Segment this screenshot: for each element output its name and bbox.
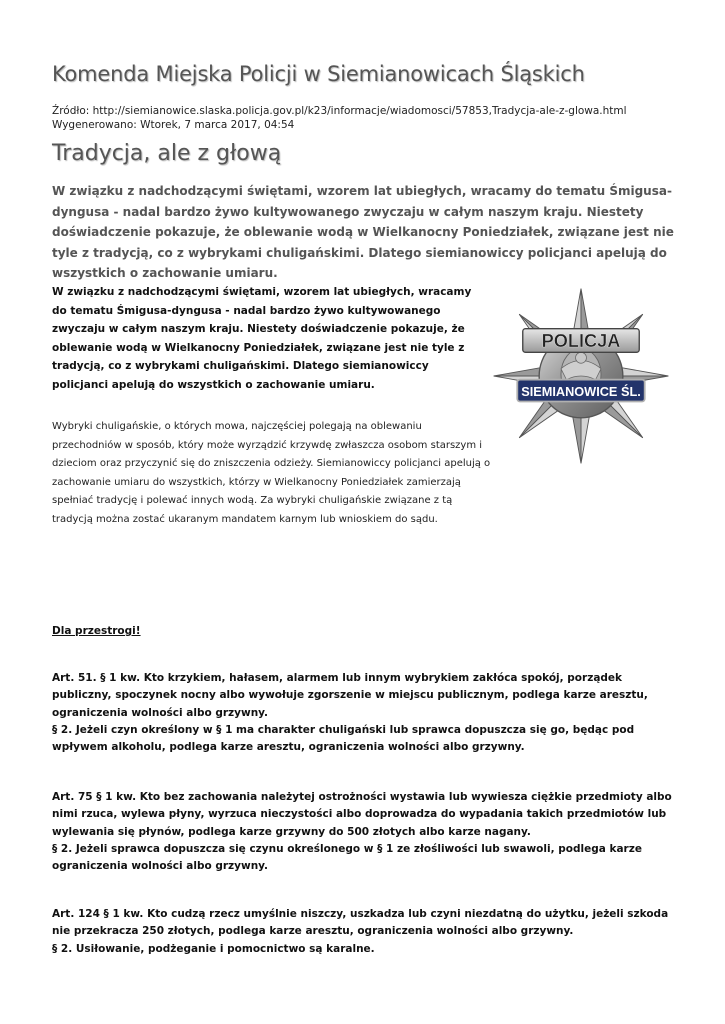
law-article-124 (52, 906, 672, 958)
police-badge-image (490, 285, 672, 467)
law-paragraph: § 2. Jeżeli sprawca dopuszcza się czynu określonego w § 1 ze złośliwości lub swawoli, podlega karze ograniczenia wolności albo grzywny. (52, 842, 642, 873)
warning-heading: Dla przestrogi! (52, 625, 141, 637)
source-line: Źródło: http://siemianowice.slaska.policja.gov.pl/k23/informacje/wiadomosci/57853,Tradycja-ale-z-glowa.html (52, 105, 627, 117)
law-paragraph: Art. 75 § 1 kw. Kto bez zachowania należytej ostrożności wystawia lub wywiesza ciężkie przedmioty albo nimi rzuca, wylewa płyny, wyrzuca nieczystości albo doprowadza do wypadania takich przedmiotów lub wylewania się płynów, podlega karze grzywny do 500 złotych albo karze nagany. (52, 791, 672, 838)
document-meta (52, 104, 627, 132)
badge-top-text: POLICJA (541, 330, 621, 351)
law-paragraph: Art. 124 § 1 kw. Kto cudzą rzecz umyślnie niszczy, uszkadza lub czyni niezdatną do użytku, jeżeli szkoda nie przekracza 250 złotych, podlega karze aresztu, ograniczenia wolności albo grzywny. (52, 908, 669, 938)
generated-line: Wygenerowano: Wtorek, 7 marca 2017, 04:54 (52, 119, 295, 131)
law-paragraph: § 2. Usiłowanie, podżeganie i pomocnictwo są karalne. (52, 942, 375, 955)
badge-bottom-text: SIEMIANOWICE ŚL. (521, 384, 641, 400)
site-title: Komenda Miejska Policji w Siemianowicach Śląskich (52, 62, 585, 86)
article-body: Wybryki chuligańskie, o których mowa, najczęściej polegają na oblewaniu przechodniów w sposób, który może wyrządzić krzywdę zwłaszcza osobom starszym i dzieciom oraz przyczynić się do zniszczenia odzieży. Siemianowiccy policjanci apelują o zachowanie umiaru do wszystkich, którzy w Wielkanocny Poniedziałek zamierzają spełniać tradycję i polewać innych wodą. Za wybryki chuligańskie związane z tą tradycją można zostać ukaranym mandatem karnym lub wnioskiem do sądu. (52, 421, 491, 525)
law-article-75 (52, 789, 672, 875)
article-intro: W związku z nadchodzącymi świętami, wzorem lat ubiegłych, wracamy do tematu Śmigusa-dyngusa - nadal bardzo żywo kultywowanego zwyczaju w całym naszym kraju. Niestety doświadczenie pokazuje, że oblewanie wodą w Wielkanocny Poniedziałek, związane jest nie tyle z tradycją, co z wybrykami chuligańskimi. Dlatego siemianowiccy policjanci apelują do wszystkich o zachowanie umiaru. (52, 286, 472, 391)
law-paragraph: § 2. Jeżeli czyn określony w § 1 ma charakter chuligański lub sprawca dopuszcza się go, będąc pod wpływem alkoholu, podlega karze aresztu, ograniczenia wolności albo grzywny. (52, 723, 635, 754)
law-paragraph: Art. 51. § 1 kw. Kto krzykiem, hałasem, alarmem lub innym wybrykiem zakłóca spokój, porządek publiczny, spoczynek nocny albo wywołuje zgorszenie w miejscu publicznym, podlega karze aresztu, ograniczenia wolności albo grzywny. (52, 672, 648, 719)
article-title: Tradycja, ale z głową (52, 141, 282, 166)
law-article-51 (52, 670, 672, 756)
article-lead: W związku z nadchodzącymi świętami, wzorem lat ubiegłych, wracamy do tematu Śmigusa-dyngusa - nadal bardzo żywo kultywowanego zwyczaju w całym naszym kraju. Niestety doświadczenie pokazuje, że oblewanie wodą w Wielkanocny Poniedziałek, związane jest nie tyle z tradycją, co z wybrykami chuligańskimi. Dlatego siemianowiccy policjanci apelują do wszystkich o zachowanie umiaru. (52, 184, 674, 280)
